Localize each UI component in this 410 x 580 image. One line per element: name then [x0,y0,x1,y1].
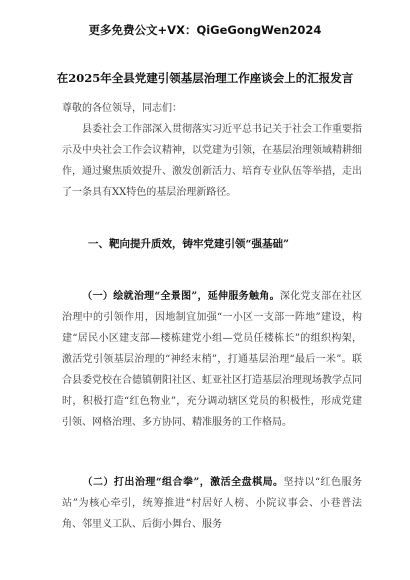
sub1-body: 深化党支部在社区治理中的引领作用，因地制宜加强“一小区一支部一阵地”建设，构建“居民小区建支部—楼栋建党小组—党员任楼栋长”的组织构架，激活党引领基层治理的“神经末梢”，打通基层治理“最后一米”。联合县委党校在合德镇朝阳社区、虹亚社区打造基层治理现场教学点同时，积极打造“红色物业”，充分调动辖区党员的积极性，形成党建引领、网格治理、多方协同、精准服务的工作格局。 [62,291,362,428]
promo-header: 更多免费公文+VX：QiGeGongWen2024 [88,23,322,37]
sub1-heading: （一）绘就治理“全景图”，延伸服务触角。 [82,291,280,302]
greeting: 尊敬的各位领导，同志们： [62,103,182,114]
sub2-body: 坚持以“红色服务站”为核心牵引，统筹推进“村居好人榜、小院议事会、小巷普法角、邻里义工队、后街小舞台、服务 [62,477,362,530]
sub2-heading: （二）打出治理“组合拳”，激活全盘棋局。 [82,477,284,488]
paragraph-intro: 县委社会工作部深入贯彻落实习近平总书记关于社会工作重要指示及中央社会工作会议精神，以党建为引领，在基层治理领域精耕细作，通过聚焦质效提升、激发创新活力、培育专业队伍等举措，走出了一条具有XX特色的基层治理新路径。 [62,124,362,198]
section-heading-1: 一、靶向提升质效，铸牢党建引领“强基础” [88,238,290,250]
paragraph-sub2 [62,472,362,535]
paragraph-sub1 [62,286,362,433]
document-title: 在2025年全县党建引领基层治理工作座谈会上的汇报发言 [56,71,354,85]
